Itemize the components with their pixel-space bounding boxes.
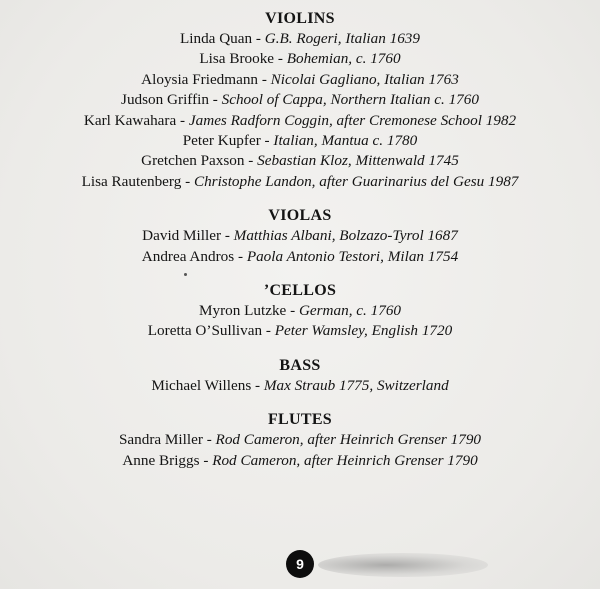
roster-row: [0, 376, 600, 396]
section-bass: [0, 355, 600, 396]
instrument: Matthias Albani, Bolzazo-Tyrol 1687: [233, 227, 458, 245]
section-flutes: [0, 409, 600, 471]
roster-row: [0, 321, 600, 341]
separator: -: [258, 70, 271, 88]
player-name: Karl Kawahara: [83, 111, 177, 129]
instrument: Rod Cameron, after Heinrich Grenser 1790: [212, 451, 478, 469]
separator: -: [252, 30, 265, 47]
player-name: Lisa Brooke: [199, 50, 275, 68]
player-name: David Miller: [142, 227, 222, 245]
separator: -: [202, 431, 216, 449]
roster-row: [0, 172, 600, 192]
instrument: School of Cappa, Northern Italian c. 1760: [221, 91, 479, 109]
instrument: Italian, Mantua c. 1780: [273, 132, 418, 150]
player-name: Judson Griffin: [121, 91, 209, 109]
instrument: G.B. Rogeri, Italian 1639: [264, 30, 420, 47]
roster-row: [0, 90, 600, 110]
player-name: Michael Willens: [151, 376, 252, 394]
separator: -: [199, 451, 213, 469]
separator: -: [176, 111, 189, 129]
separator: -: [208, 91, 222, 109]
separator: -: [244, 152, 258, 170]
instrument: James Radforn Coggin, after Cremonese School 1982: [188, 111, 517, 129]
section-violins: [0, 8, 600, 192]
instrument: Peter Wamsley, English 1720: [274, 322, 453, 340]
instrument: Nicolai Gagliano, Italian 1763: [270, 70, 459, 88]
instrument: Bohemian, c. 1760: [286, 50, 401, 68]
player-name: Aloysia Friedmann: [141, 70, 259, 88]
roster-row: [0, 301, 600, 321]
page-number-shadow: [318, 553, 488, 577]
player-name: Andrea Andros: [141, 247, 235, 265]
section-heading: VIOLINS: [265, 10, 335, 27]
player-name: Sandra Miller: [118, 431, 203, 449]
instrument: Christophe Landon, after Guarinarius del Gesu 1987: [193, 172, 519, 190]
print-speck: [184, 273, 187, 276]
instrument: Rod Cameron, after Heinrich Grenser 1790: [215, 431, 482, 449]
roster-row: [0, 430, 600, 450]
roster-row: [0, 111, 600, 131]
separator: -: [221, 227, 234, 245]
roster-row: [0, 70, 600, 90]
roster-row: [0, 29, 600, 49]
section-heading: BASS: [279, 356, 321, 374]
player-name: Gretchen Paxson: [141, 152, 245, 170]
section-cellos: [0, 280, 600, 342]
player-name: Linda Quan: [179, 30, 253, 47]
separator: -: [262, 322, 275, 340]
section-heading: FLUTES: [267, 411, 333, 429]
instrument: Paola Antonio Testori, Milan 1754: [246, 247, 459, 265]
section-heading: ’CELLOS: [263, 282, 337, 300]
instrument: Sebastian Kloz, Mittenwald 1745: [257, 152, 459, 170]
roster-row: [0, 247, 600, 267]
player-name: Lisa Rautenberg: [81, 172, 182, 190]
player-name: Anne Briggs: [122, 451, 200, 469]
instrument: German, c. 1760: [298, 302, 402, 320]
separator: -: [286, 302, 299, 320]
separator: -: [274, 50, 287, 68]
roster-row: [0, 151, 600, 171]
section-heading: VIOLAS: [268, 207, 332, 225]
player-name: Peter Kupfer: [182, 132, 261, 150]
separator: -: [260, 132, 274, 150]
roster-row: [0, 226, 600, 246]
separator: -: [181, 172, 194, 190]
roster: [0, 8, 600, 471]
roster-row: [0, 131, 600, 151]
instrument: Max Straub 1775, Switzerland: [263, 376, 449, 394]
player-name: Myron Lutzke: [198, 302, 287, 320]
page-number-badge: 9: [286, 550, 314, 578]
roster-row: [0, 451, 600, 471]
player-name: Loretta O’Sullivan: [147, 322, 263, 340]
separator: -: [234, 247, 247, 265]
separator: -: [251, 376, 264, 394]
section-violas: [0, 205, 600, 267]
roster-row: [0, 49, 600, 69]
